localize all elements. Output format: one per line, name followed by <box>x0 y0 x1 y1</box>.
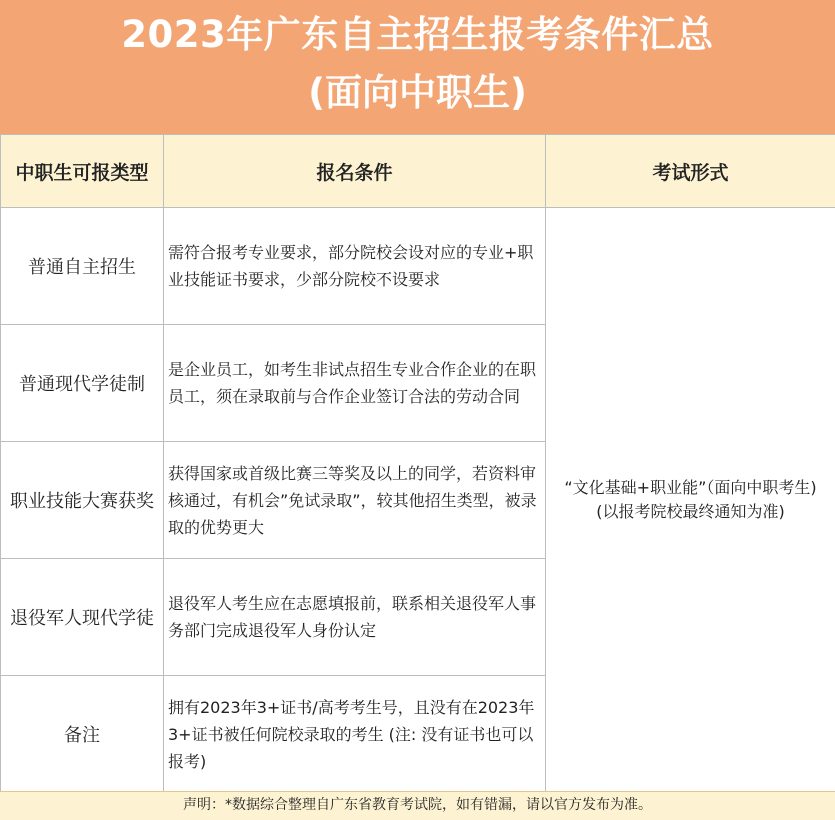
row-condition-cell: 获得国家或首级比赛三等奖及以上的同学，若资料审核通过，有机会”免试录取”，较其他招生类型，被录取的优势更大 <box>164 442 546 559</box>
header-condition: 报名条件 <box>164 135 546 208</box>
row-type-cell: 职业技能大赛获奖 <box>1 442 164 559</box>
row-condition-cell: 是企业员工，如考生非试点招生专业合作企业的在职员工，须在录取前与合作企业签订合法的劳动合同 <box>164 325 546 442</box>
row-condition-cell: 需符合报考专业要求，部分院校会设对应的专业+职业技能证书要求，少部分院校不设要求 <box>164 208 546 325</box>
conditions-table <box>0 134 835 793</box>
page-title: 2023年广东自主招生报考条件汇总 <box>0 10 835 60</box>
header-type: 中职生可报类型 <box>1 135 164 208</box>
footer-statement: 声明：*数据综合整理自广东省教育考试院，如有错漏，请以官方发布为准。 <box>0 791 835 820</box>
row-type-cell: 退役军人现代学徒 <box>1 559 164 676</box>
page-subtitle: (面向中职生) <box>0 68 835 118</box>
header-exam-form: 考试形式 <box>546 135 835 208</box>
row-type-cell: 普通现代学徒制 <box>1 325 164 442</box>
row-condition-cell: 拥有2023年3+证书/高考考生号，且没有在2023年3+证书被任何院校录取的考生 (注: 没有证书也可以报考) <box>164 676 546 793</box>
title-banner <box>0 0 835 134</box>
table-row <box>1 208 835 325</box>
exam-form-line1: “文化基础+职业能”（面向中职考生) <box>564 476 817 500</box>
table-header-row <box>1 135 835 208</box>
row-condition-cell: 退役军人考生应在志愿填报前，联系相关退役军人事务部门完成退役军人身份认定 <box>164 559 546 676</box>
row-type-cell: 备注 <box>1 676 164 793</box>
exam-form-cell <box>546 208 835 793</box>
row-type-cell: 普通自主招生 <box>1 208 164 325</box>
exam-form-line2: (以报考院校最终通知为准) <box>564 500 817 524</box>
